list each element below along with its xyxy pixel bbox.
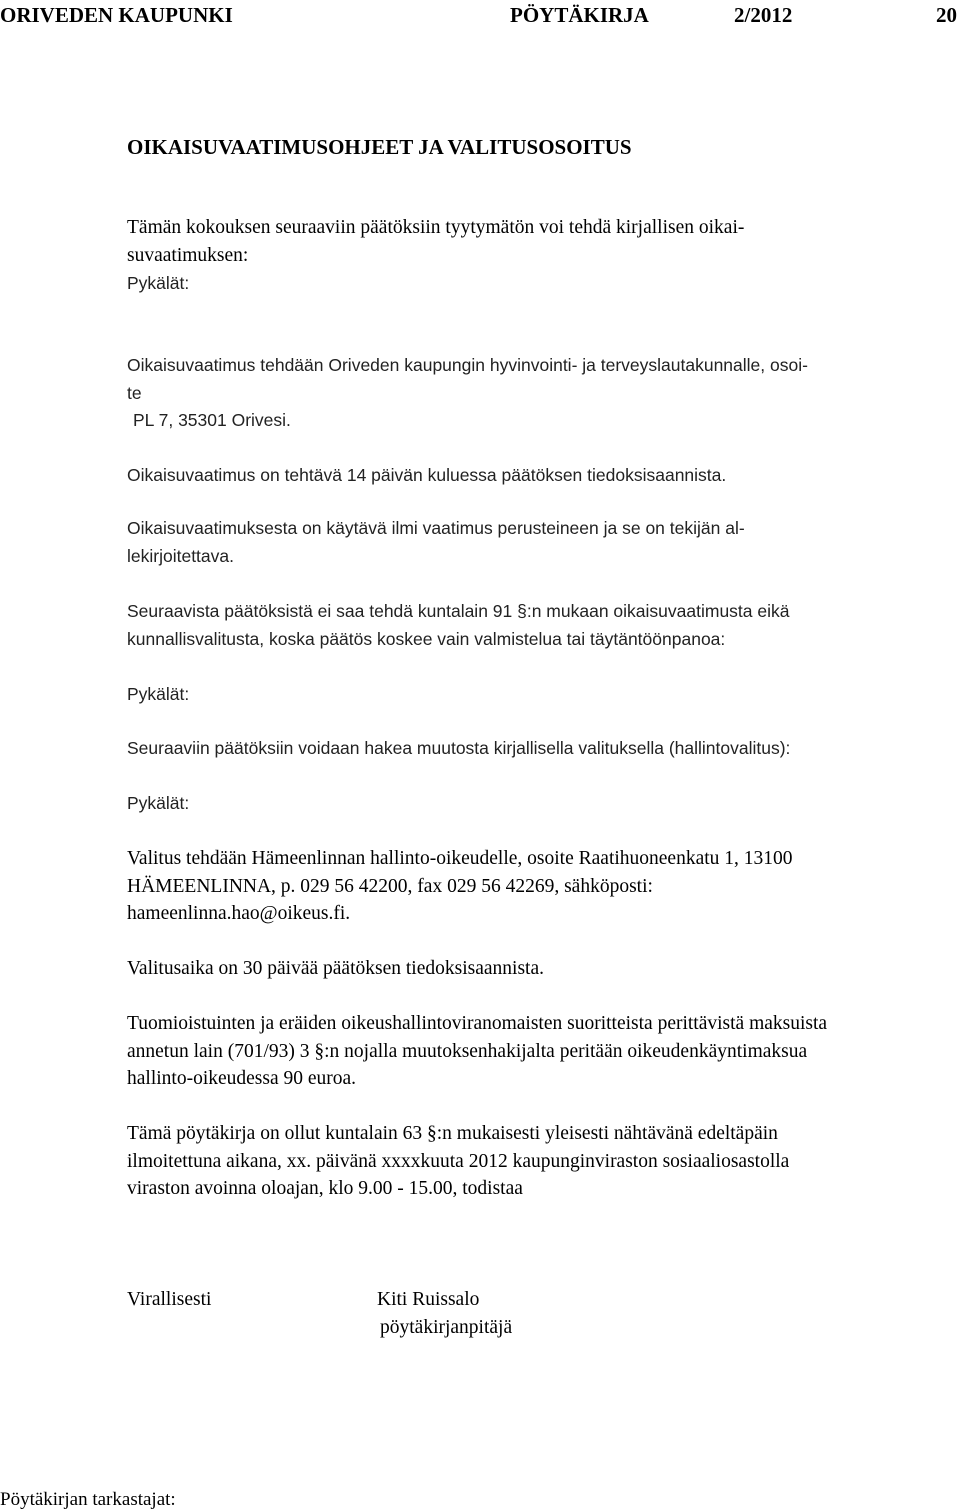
notice-line: Tämä pöytäkirja on ollut kuntalain 63 §:n mukaisesti yleisesti nähtävänä edeltäpäin: [127, 1123, 778, 1144]
no-appeal-paragraph: [127, 598, 790, 653]
court-line: HÄMEENLINNA, p. 029 56 42200, fax 029 56 42269, sähköposti:: [127, 875, 653, 897]
page-header: [0, 0, 960, 34]
signature-block: [377, 1286, 512, 1342]
deadline-paragraph: Oikaisuvaatimus on tehtävä 14 päivän kuluessa päätöksen tiedoksisaannista.: [127, 465, 727, 485]
signatory-role: pöytäkirjanpitäjä: [380, 1317, 513, 1338]
header-document-number: 2/2012: [734, 3, 793, 27]
no-appeal-line: Seuraavista päätöksistä ei saa tehdä kuntalain 91 §:n mukaan oikaisuvaatimusta eikä: [127, 601, 790, 621]
fee-paragraph: [127, 1010, 827, 1093]
content-requirement-paragraph: [127, 515, 745, 570]
intro-line: Tämän kokouksen seuraaviin päätöksiin tyytymätön voi tehdä kirjallisen oikai-: [127, 217, 745, 238]
notice-line: ilmoitettuna aikana, xx. päivänä xxxxkuuta 2012 kaupunginviraston sosiaaliosastolla: [127, 1150, 790, 1172]
court-address-paragraph: [127, 845, 793, 928]
court-line: Valitus tehdään Hämeenlinnan hallinto-oikeudelle, osoite Raatihuoneenkatu 1, 13100: [127, 848, 793, 869]
inspectors-label: Pöytäkirjan tarkastajat:: [0, 1489, 176, 1510]
intro-paragraph: [127, 214, 744, 269]
public-notice-paragraph: [127, 1120, 789, 1203]
appeal-intro-paragraph: Seuraaviin päätöksiin voidaan hakea muutosta kirjallisella valituksella (hallintovalitus):: [127, 738, 791, 758]
intro-line: suvaatimuksen:: [127, 244, 249, 266]
appeal-period-paragraph: Valitusaika on 30 päivää päätöksen tiedoksisaannista.: [127, 958, 544, 979]
content-line: lekirjoitettava.: [127, 545, 234, 566]
no-appeal-line: kunnallisvalitusta, koska päätös koskee vain valmistelua tai täytäntöönpanoa:: [127, 628, 726, 649]
fee-line: hallinto-oikeudessa 90 euroa.: [127, 1068, 357, 1089]
header-organization: ORIVEDEN KAUPUNKI: [0, 3, 233, 27]
address-paragraph: [127, 352, 808, 435]
address-line: Oikaisuvaatimus tehdään Oriveden kaupungin hyvinvointi- ja terveyslautakunnalle, osoi-: [127, 355, 808, 375]
header-document-type: PÖYTÄKIRJA: [510, 3, 649, 27]
signatory-name: Kiti Ruissalo: [377, 1289, 480, 1310]
notice-line: viraston avoinna oloajan, klo 9.00 - 15.00, todistaa: [127, 1178, 523, 1199]
header-page-number: 20: [936, 3, 957, 27]
court-email: hameenlinna.hao@oikeus.fi.: [127, 903, 351, 924]
pykalat-label-3: Pykälät:: [127, 793, 190, 813]
pykalat-label-1: Pykälät:: [127, 273, 190, 293]
signature-attestation: Virallisesti: [127, 1289, 212, 1310]
document-title: OIKAISUVAATIMUSOHJEET JA VALITUSOSOITUS: [127, 135, 632, 159]
content-line: Oikaisuvaatimuksesta on käytävä ilmi vaatimus perusteineen ja se on tekijän al-: [127, 518, 745, 538]
fee-line: Tuomioistuinten ja eräiden oikeushallintoviranomaisten suoritteista perittävistä maksuista: [127, 1013, 828, 1034]
fee-line: annetun lain (701/93) 3 §:n nojalla muutoksenhakijalta peritään oikeudenkäyntimaksua: [127, 1040, 808, 1062]
address-line: PL 7, 35301 Orivesi.: [133, 410, 291, 430]
address-line: te: [127, 382, 142, 403]
pykalat-label-2: Pykälät:: [127, 684, 190, 704]
